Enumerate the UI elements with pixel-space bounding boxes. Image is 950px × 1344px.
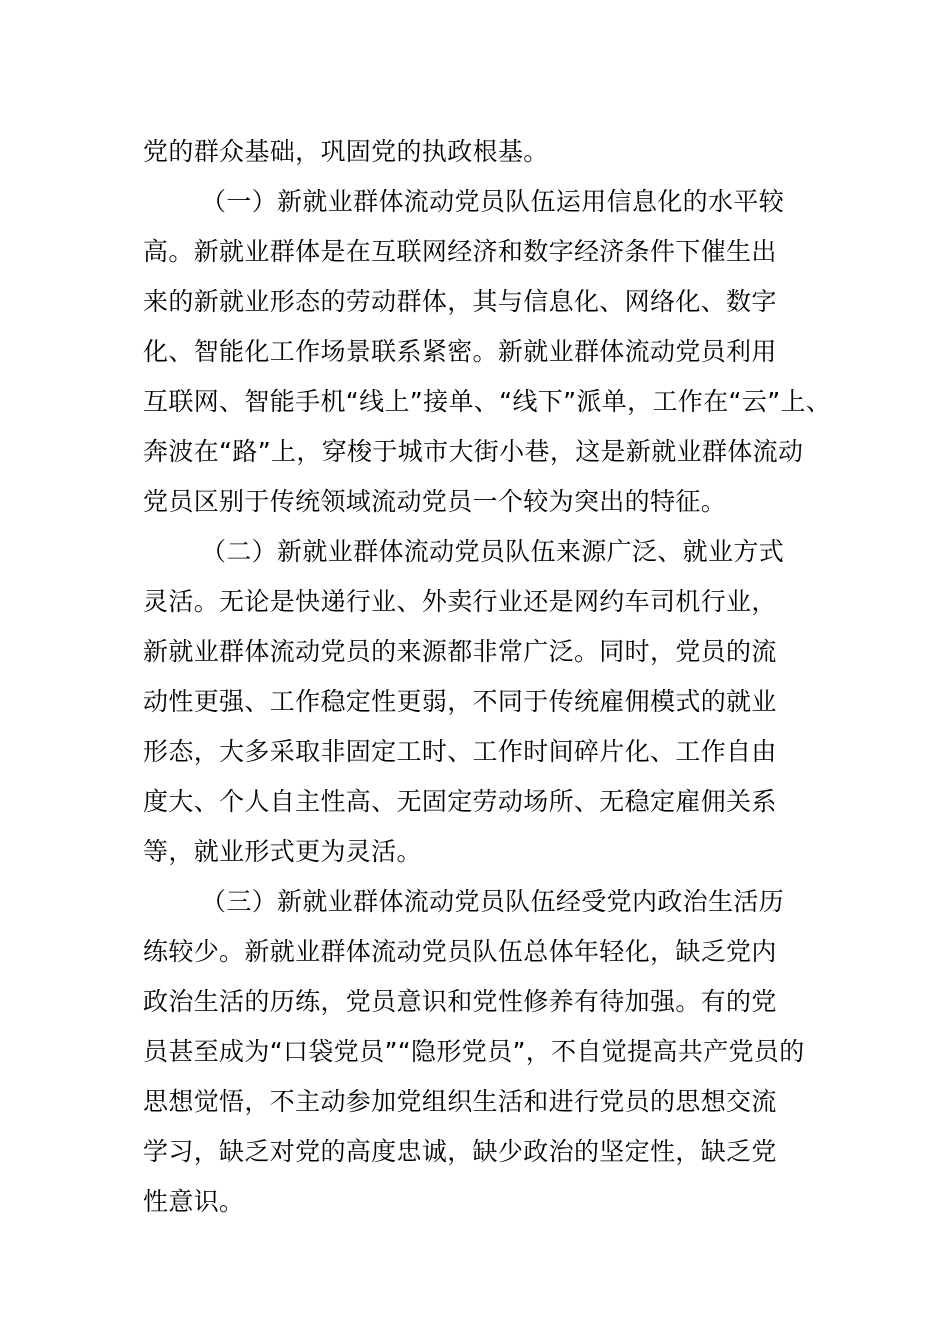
section-3-heading-line: （三）新就业群体流动党员队伍经受党内政治生活历 <box>201 887 785 916</box>
text-line: 党员区别于传统领域流动党员一个较为突出的特征。 <box>143 487 727 516</box>
text-line: 等，就业形式更为灵活。 <box>143 837 422 866</box>
text-line: 思想觉悟，不主动参加党组织生活和进行党员的思想交流 <box>143 1087 777 1116</box>
text-line: 高。新就业群体是在互联网经济和数字经济条件下催生出 <box>143 237 777 266</box>
text-line: 动性更强、工作稳定性更弱，不同于传统雇佣模式的就业 <box>143 687 777 716</box>
section-2-heading-line: （二）新就业群体流动党员队伍来源广泛、就业方式 <box>201 537 785 566</box>
section-1-heading-line: （一）新就业群体流动党员队伍运用信息化的水平较 <box>201 187 785 216</box>
text-line: 化、智能化工作场景联系紧密。新就业群体流动党员利用 <box>143 337 777 366</box>
text-line: 性意识。 <box>143 1187 245 1216</box>
document-body <box>143 127 832 1227</box>
text-line: 互联网、智能手机“线上”接单、“线下”派单，工作在“云”上、 <box>143 387 832 416</box>
text-line: 练较少。新就业群体流动党员队伍总体年轻化，缺乏党内 <box>143 937 777 966</box>
text-line: 来的新就业形态的劳动群体，其与信息化、网络化、数字 <box>143 287 777 316</box>
text-line: 度大、个人自主性高、无固定劳动场所、无稳定雇佣关系 <box>143 787 777 816</box>
text-line: 员甚至成为“口袋党员”“隐形党员”，不自觉提高共产党员的 <box>143 1037 805 1066</box>
text-line: 学习，缺乏对党的高度忠诚，缺少政治的坚定性，缺乏党 <box>143 1137 777 1166</box>
text-line: 政治生活的历练，党员意识和党性修养有待加强。有的党 <box>143 987 777 1016</box>
text-line: 党的群众基础，巩固党的执政根基。 <box>143 137 549 166</box>
text-line: 奔波在“路”上，穿梭于城市大街小巷，这是新就业群体流动 <box>143 437 804 466</box>
text-line: 灵活。无论是快递行业、外卖行业还是网约车司机行业， <box>143 587 777 616</box>
text-line: 形态，大多采取非固定工时、工作时间碎片化、工作自由 <box>143 737 777 766</box>
text-line: 新就业群体流动党员的来源都非常广泛。同时，党员的流 <box>143 637 777 666</box>
